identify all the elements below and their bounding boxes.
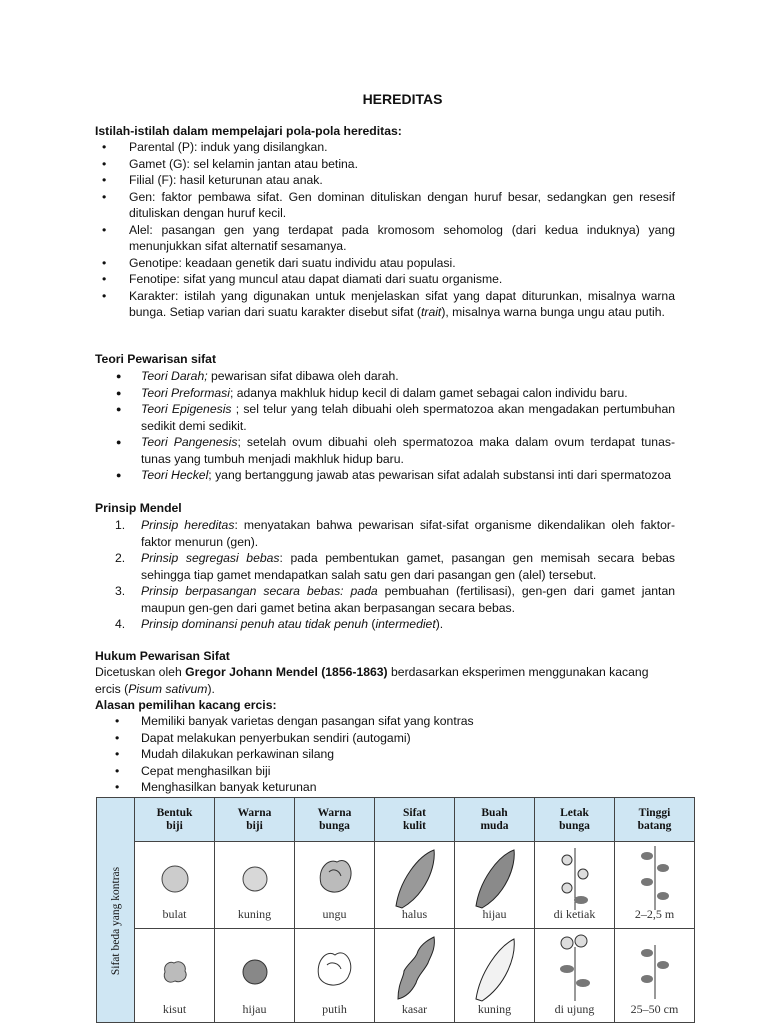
list-item: ● Teori Pangenesis; setelah ovum dibuahi oleh spermatozoa maka dalam ovum terdapat tunas-tunas yang tumbuh menjadi makhluk hidup baru. <box>95 434 675 467</box>
trait-cell: 25–50 cm <box>615 928 694 1022</box>
yellow-pod-icon <box>470 933 520 1003</box>
page-title: HEREDITAS <box>362 91 443 107</box>
list-item: ● Teori Preformasi; adanya makhluk hidup kecil di dalam gamet sebagai calon individu baru. <box>95 385 675 402</box>
list-item: ● Teori Darah; pewarisan sifat dibawa oleh darah. <box>95 368 675 385</box>
constricted-pod-icon <box>390 933 440 1003</box>
alasan-heading: Alasan pemilihan kacang ercis: <box>95 698 277 712</box>
trait-cell: ungu <box>295 842 375 928</box>
trait-cell: kasar <box>375 928 455 1022</box>
list-item: 4. Prinsip dominansi penuh atau tidak penuh (intermediet). <box>115 617 444 631</box>
list-item: • Parental (P): induk yang disilangkan. <box>95 139 675 156</box>
white-flower-icon <box>313 945 357 991</box>
round-seed-icon <box>160 864 190 894</box>
header-cell: Warna biji <box>215 798 295 842</box>
short-plant-icon <box>637 939 673 999</box>
list-item: • Dapat melakukan penyerbukan sendiri (autogami) <box>95 730 675 747</box>
axial-flower-plant-icon <box>557 844 593 910</box>
trait-cell: kuning <box>215 842 295 928</box>
green-seed-icon <box>240 957 270 987</box>
header-cell: Warna bunga <box>295 798 375 842</box>
trait-cell: 2–2,5 m <box>615 842 694 928</box>
list-item: 3. Prinsip berpasangan secara bebas: pada pembuahan (fertilisasi), gen-gen dari gamet jantan maupun gen-gen dari gamet betina akan berpasangan secara bebas. <box>115 584 675 615</box>
list-item: • Gen: faktor pembawa sifat. Gen dominan dituliskan dengan huruf besar, sedangkan gen resesif dituliskan dengan huruf kecil. <box>95 189 675 222</box>
tall-plant-icon <box>637 844 673 910</box>
side-label-cell <box>97 798 135 1022</box>
header-cell: Buah muda <box>455 798 535 842</box>
trait-cell: hijau <box>215 928 295 1022</box>
list-item: ● Teori Heckel; yang bertanggung jawab atas pewarisan sifat adalah substansi inti dari spermatozoa <box>95 467 675 484</box>
trait-cell: halus <box>375 842 455 928</box>
list-item: • Genotipe: keadaan genetik dari suatu individu atau populasi. <box>95 255 675 272</box>
trait-cell: di ketiak <box>535 842 615 928</box>
header-cell: Letak bunga <box>535 798 615 842</box>
green-pod-icon <box>470 846 520 910</box>
list-item: • Menghasilkan banyak keturunan <box>95 779 675 796</box>
list-item: • Karakter: istilah yang digunakan untuk menjelaskan sifat yang dapat diturunkan, misalnya warna bunga. Setiap varian dari suatu karakter disebut sifat (trait), misalnya warna bunga ungu atau putih. <box>95 288 675 321</box>
smooth-pod-icon <box>390 846 440 910</box>
trait-cell: kuning <box>455 928 535 1022</box>
hukum-paragraph: Dicetuskan oleh Gregor Johann Mendel (1856-1863) berdasarkan eksperimen menggunakan kacang ercis (Pisum sativum). <box>95 665 649 696</box>
trait-cell: bulat <box>135 842 215 928</box>
teori-heading: Teori Pewarisan sifat <box>95 352 217 366</box>
list-item: • Fenotipe: sifat yang muncul atau dapat diamati dari suatu organisme. <box>95 271 675 288</box>
yellow-seed-icon <box>240 864 270 894</box>
list-item: • Mudah dilakukan perkawinan silang <box>95 746 675 763</box>
alasan-list <box>95 713 675 796</box>
wrinkled-seed-icon <box>160 957 190 987</box>
trait-cell: di ujung <box>535 928 615 1022</box>
list-item: 1. Prinsip hereditas: menyatakan bahwa pewarisan sifat-sifat organisme dikendalikan oleh faktor-faktor menurun (gen). <box>115 518 675 549</box>
prinsip-list <box>95 517 675 633</box>
trait-cell: hijau <box>455 842 535 928</box>
list-item: • Memiliki banyak varietas dengan pasangan sifat yang kontras <box>95 713 675 730</box>
header-cell: Sifat kulit <box>375 798 455 842</box>
purple-flower-icon <box>315 854 355 898</box>
list-item: • Cepat menghasilkan biji <box>95 763 675 780</box>
list-item: • Gamet (G): sel kelamin jantan atau betina. <box>95 156 675 173</box>
header-cell: Tinggi batang <box>615 798 694 842</box>
prinsip-heading: Prinsip Mendel <box>95 501 182 515</box>
trait-cell: kisut <box>135 928 215 1022</box>
terminal-flower-plant-icon <box>555 933 595 1001</box>
traits-table <box>96 797 695 1023</box>
list-item: 2. Prinsip segregasi bebas: pada pembentukan gamet, pasangan gen memisah secara bebas sehingga tiap gamet mendapatkan salah satu gen dari pasangan gen (alel) tersebut. <box>115 551 675 582</box>
istilah-list <box>95 139 675 321</box>
istilah-heading: Istilah-istilah dalam mempelajari pola-pola hereditas: <box>95 124 402 138</box>
trait-cell: putih <box>295 928 375 1022</box>
side-label: Sifat beda yang kontras <box>109 867 122 976</box>
hukum-heading: Hukum Pewarisan Sifat <box>95 649 230 663</box>
list-item: ● Teori Epigenesis ; sel telur yang telah dibuahi oleh spermatozoa akan mengadakan pertumbuhan sedikit demi sedikit. <box>95 401 675 434</box>
list-item: • Alel: pasangan gen yang terdapat pada kromosom sehomolog (dari kedua induknya) yang menunjukkan sifat alternatif sesamanya. <box>95 222 675 255</box>
header-cell: Bentuk biji <box>135 798 215 842</box>
teori-list <box>95 368 675 484</box>
list-item: • Filial (F): hasil keturunan atau anak. <box>95 172 675 189</box>
